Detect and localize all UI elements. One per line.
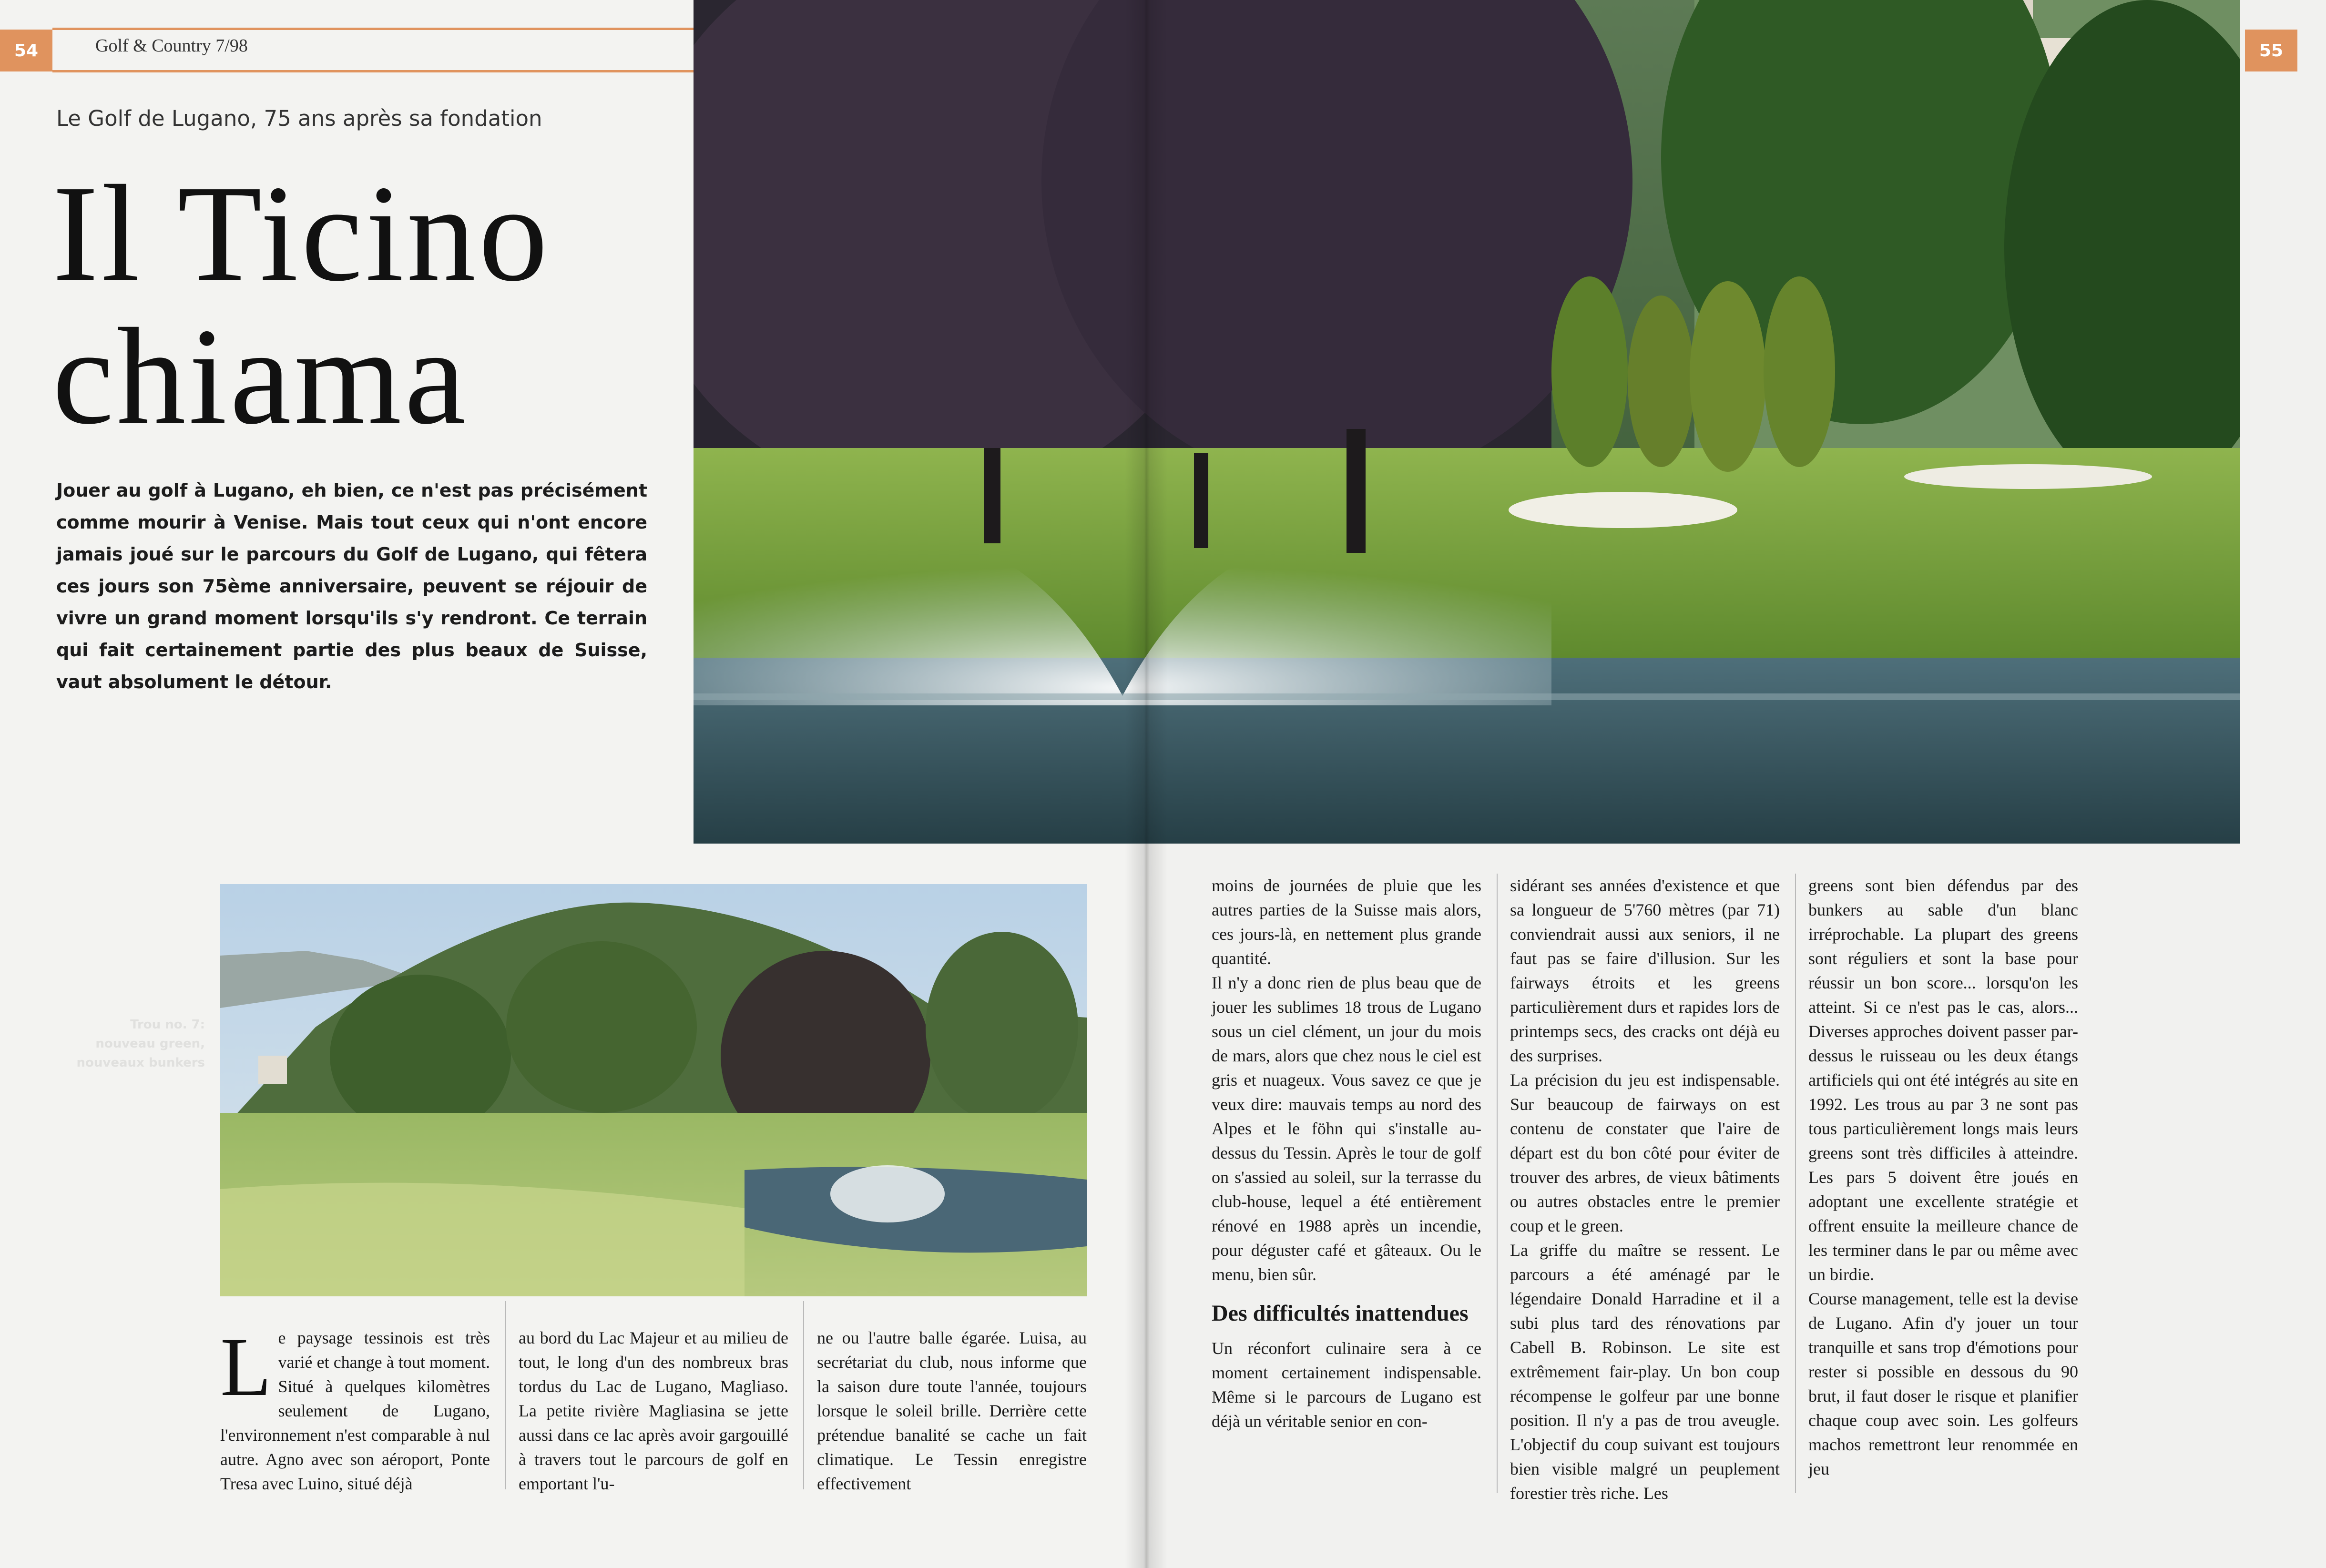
column-4-paragraph-3: Un réconfort culinaire sera à ce moment certainement indispensable. Même si le parcours de Lugano est déjà un véritable senior en con- [1212, 1339, 1481, 1431]
column-divider [803, 1301, 804, 1489]
column-divider [1795, 874, 1796, 1493]
body-column-3 [817, 1326, 1087, 1496]
column-2-text: au bord du Lac Majeur et au milieu de tout, le long d'un des nombreux bras tordus du Lac de Lugano, Magliaso. La petite rivière Magliasina se jette aussi dans ce lac après avoir gargouillé à travers tout le parcours de golf en emportant l'u- [519, 1328, 788, 1493]
body-column-1 [220, 1321, 490, 1496]
column-5-paragraph-2: La précision du jeu est indispensable. Sur beaucoup de fairways on est contenu de constater que l'aire de départ est du bon côté pour éviter de trouver des arbres, de vieux bâtiments ou autres obstacles entre le premier coup et le green. [1510, 1070, 1780, 1235]
body-column-6 [1808, 874, 2078, 1481]
column-divider [505, 1301, 506, 1489]
page-number-left: 54 [0, 30, 52, 71]
golf-fairway-pond-photo [220, 884, 1087, 1296]
column-4-paragraph-1: moins de journées de pluie que les autres parties de la Suisse mais alors, ces jours-là, en nettement plus grande quantité. [1212, 876, 1481, 968]
magazine-issue: Golf & Country 7/98 [95, 36, 248, 56]
header-rule-top [52, 28, 694, 30]
header-rule-bottom [52, 70, 694, 72]
body-column-5 [1510, 874, 1780, 1506]
golf-course-fountain-photo [694, 0, 2240, 844]
column-divider [1497, 874, 1498, 1493]
drop-cap: L [220, 1321, 272, 1414]
photo-caption: Trou no. 7: nouveau green, nouveaux bunkers [76, 1018, 205, 1070]
page-number-right: 55 [2245, 30, 2297, 71]
section-subheading: Des difficultés inattendues [1212, 1301, 1469, 1326]
column-4-paragraph-2: Il n'y a donc rien de plus beau que de jouer les sublimes 18 trous de Lugano sous un ciel clément, un jour du mois de mars, alors que chez nous le ciel est gris et nuageux. Vous savez ce que je veux dire: mauvais temps au nord des Alpes et le föhn qui s'installe au-dessus du Tessin. Après le tour de golf on s'assied au soleil, sur la terrasse du club-house, lequel a été entièrement rénové en 1988 après un incendie, pour déguster café et gâteaux. Ou le menu, bien sûr. [1212, 973, 1481, 1284]
title-line-2: chiama [52, 300, 469, 453]
article-title [52, 157, 551, 453]
article-kicker: Le Golf de Lugano, 75 ans après sa fondation [56, 106, 542, 131]
body-column-2 [519, 1326, 788, 1496]
article-lede: Jouer au golf à Lugano, eh bien, ce n'est pas précisément comme mourir à Venise. Mais tout ceux qui n'ont encore jamais joué sur le parcours du Golf de Lugano, qui fêtera ces jours son 75ème anniversaire, peuvent se réjouir de vivre un grand moment lorsqu'ils s'y rendront. Ce terrain qui fait certainement partie des plus beaux de Suisse, vaut absolument le détour. [56, 480, 647, 692]
spine-shadow [1125, 0, 1168, 1568]
column-6-paragraph-2: Course management, telle est la devise de Lugano. Afin d'y jouer un tour tranquille et sans trop d'émotions pour rester si possible en dessous du 90 brut, il faut doser le risque et planifier chaque coup avec soin. Les golfeurs machos remettront leur renommée en jeu [1808, 1289, 2078, 1478]
column-6-paragraph-1: greens sont bien défendus par des bunkers au sable d'un blanc irréprochable. La plupart des greens sont réguliers et sont la base pour réussir un bon score... lorsqu'on les atteint. Si ce n'est pas le cas, alors... Diverses approches doivent passer par-dessus le ruisseau ou les deux étangs artificiels qui ont été intégrés au site en 1992. Les trous au par 3 ne sont pas tous particulièrement longs mais leurs greens sont très difficiles à atteindre. Les pars 5 doivent être joués en adoptant une excellente stratégie et offrent ensuite la meilleure chance de les terminer dans le par ou même avec un birdie. [1808, 876, 2078, 1284]
column-3-text: ne ou l'autre balle égarée. Luisa, au secrétariat du club, nous informe que la saison dure toute l'année, toujours lorsque le soleil brille. Derrière cette prétendue banalité se cache un fait climatique. Le Tessin enregistre effectivement [817, 1328, 1087, 1493]
column-5-paragraph-1: sidérant ses années d'existence et que sa longueur de 5'760 mètres (par 71) conviendrait aussi aux seniors, il ne faut pas se faire d'illusion. Sur les fairways étroits et les greens particulièrement durs et rapides lors de printemps secs, des cracks ont déjà eu des surprises. [1510, 876, 1780, 1065]
column-5-paragraph-3: La griffe du maître se ressent. Le parcours a été aménagé par le légendaire Donald Harradine et il a subi plus tard des rénovations par Cabell B. Robinson. Le site est extrêmement fair-play. Un bon coup récompense le golfeur par une bonne position. Il n'y a pas de trou aveugle. L'objectif du coup suivant est toujours bien visible malgré un peuplement forestier très riche. Les [1510, 1241, 1780, 1503]
body-column-4 [1212, 874, 1481, 1434]
column-1-text: e paysage tessinois est très varié et change à tout moment. Situé à quelques kilomètres seulement de Lugano, l'environnement n'est comparable à nul autre. Agno avec son aéroport, Ponte Tresa avec Luino, situé déjà [220, 1328, 490, 1493]
title-line-1: Il Ticino [52, 157, 551, 310]
